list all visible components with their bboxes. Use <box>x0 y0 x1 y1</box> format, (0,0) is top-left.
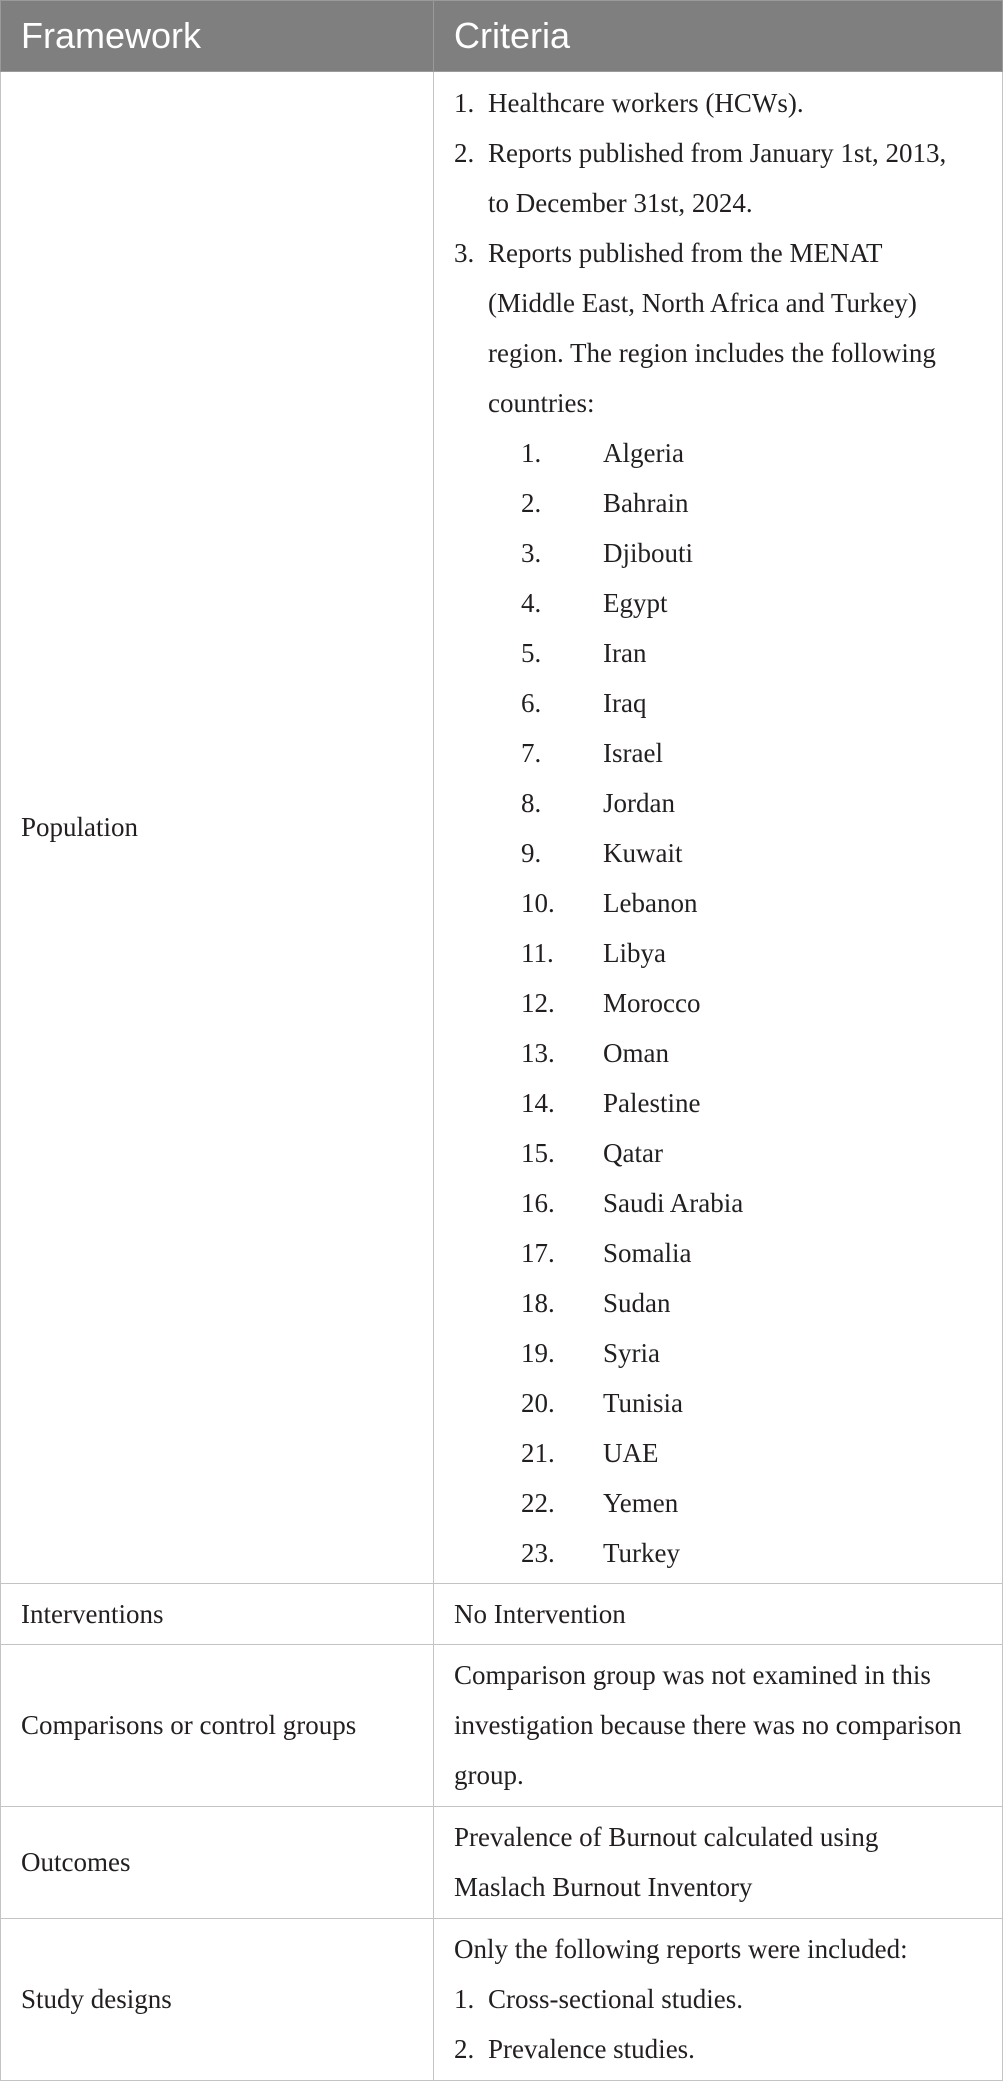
table-row-interventions <box>1 1584 1003 1645</box>
country-list-item <box>454 1478 990 1528</box>
study-designs-label: Study designs <box>1 1919 434 2081</box>
country-number: 9. <box>521 838 542 868</box>
country-name: Egypt <box>603 588 668 618</box>
country-list-item <box>454 1028 990 1078</box>
country-number: 16. <box>521 1188 555 1218</box>
population-item-2: 2. Reports published from January 1st, 2013, to December 31st, 2024. <box>454 138 947 218</box>
country-name: Sudan <box>603 1288 671 1318</box>
country-name: Djibouti <box>603 538 694 568</box>
population-criteria <box>434 72 1003 1584</box>
country-name: Oman <box>603 1038 669 1068</box>
country-list-item <box>454 878 990 928</box>
country-list-item <box>454 1378 990 1428</box>
country-name: Tunisia <box>603 1388 684 1418</box>
country-list-item <box>454 778 990 828</box>
country-name: Saudi Arabia <box>603 1188 744 1218</box>
country-number: 17. <box>521 1238 555 1268</box>
country-number: 13. <box>521 1038 555 1068</box>
population-item-3: 3. Reports published from the MENAT (Middle East, North Africa and Turkey) region. The region includes the following countries: <box>454 238 936 418</box>
country-number: 12. <box>521 988 555 1018</box>
country-list-item <box>454 428 990 478</box>
country-number: 14. <box>521 1088 555 1118</box>
header-row <box>1 1 1003 72</box>
country-name: Israel <box>603 738 663 768</box>
country-name: Somalia <box>603 1238 692 1268</box>
country-list-item <box>454 728 990 778</box>
country-list-item <box>454 528 990 578</box>
country-name: Palestine <box>603 1088 701 1118</box>
country-name: Lebanon <box>603 888 698 918</box>
country-list-item <box>454 1528 990 1578</box>
country-name: Yemen <box>603 1488 679 1518</box>
country-name: Qatar <box>603 1138 663 1168</box>
table-row-outcomes <box>1 1807 1003 1919</box>
country-list-item <box>454 1078 990 1128</box>
outcomes-criteria: Prevalence of Burnout calculated using Maslach Burnout Inventory <box>434 1807 1003 1919</box>
comparisons-criteria: Comparison group was not examined in this investigation because there was no comparison group. <box>434 1645 1003 1807</box>
country-number: 19. <box>521 1338 555 1368</box>
country-number: 7. <box>521 738 542 768</box>
country-number: 21. <box>521 1438 555 1468</box>
country-number: 22. <box>521 1488 555 1518</box>
country-number: 1. <box>521 438 542 468</box>
study-design-item-2: 2. Prevalence studies. <box>454 2034 695 2064</box>
country-list-item <box>454 678 990 728</box>
population-label: Population <box>1 72 434 1584</box>
interventions-criteria: No Intervention <box>434 1584 1003 1645</box>
country-list-item <box>454 928 990 978</box>
country-list-item <box>454 478 990 528</box>
country-number: 10. <box>521 888 555 918</box>
country-number: 3. <box>521 538 542 568</box>
country-name: Syria <box>603 1338 660 1368</box>
criteria-header: Criteria <box>434 1 1003 72</box>
country-number: 23. <box>521 1538 555 1568</box>
country-list-item <box>454 628 990 678</box>
country-list-item <box>454 1128 990 1178</box>
country-list-item <box>454 978 990 1028</box>
country-number: 5. <box>521 638 542 668</box>
country-list-item <box>454 578 990 628</box>
population-item-1: 1. Healthcare workers (HCWs). <box>454 88 804 118</box>
country-name: UAE <box>603 1438 659 1468</box>
country-name: Libya <box>603 938 666 968</box>
country-name: Algeria <box>603 438 684 468</box>
interventions-label: Interventions <box>1 1584 434 1645</box>
country-name: Morocco <box>603 988 701 1018</box>
country-number: 20. <box>521 1388 555 1418</box>
comparisons-label: Comparisons or control groups <box>1 1645 434 1807</box>
country-number: 8. <box>521 788 542 818</box>
country-list-item <box>454 1428 990 1478</box>
country-list-item <box>454 1328 990 1378</box>
country-list <box>454 428 990 1578</box>
table-row-comparisons <box>1 1645 1003 1807</box>
study-design-item-1: 1. Cross-sectional studies. <box>454 1984 743 2014</box>
country-name: Jordan <box>603 788 675 818</box>
study-designs-criteria <box>434 1919 1003 2081</box>
country-name: Turkey <box>603 1538 681 1568</box>
study-designs-intro: Only the following reports were included: <box>454 1934 908 1964</box>
country-list-item <box>454 1278 990 1328</box>
country-name: Kuwait <box>603 838 683 868</box>
country-list-item <box>454 828 990 878</box>
country-name: Iran <box>603 638 647 668</box>
country-name: Iraq <box>603 688 647 718</box>
country-number: 6. <box>521 688 542 718</box>
country-list-item <box>454 1178 990 1228</box>
table-row-population <box>1 72 1003 1584</box>
country-name: Bahrain <box>603 488 689 518</box>
country-number: 15. <box>521 1138 555 1168</box>
table-row-study-designs <box>1 1919 1003 2081</box>
country-number: 4. <box>521 588 542 618</box>
country-number: 2. <box>521 488 542 518</box>
country-number: 18. <box>521 1288 555 1318</box>
country-number: 11. <box>521 938 554 968</box>
framework-header: Framework <box>1 1 434 72</box>
country-list-item <box>454 1228 990 1278</box>
outcomes-label: Outcomes <box>1 1807 434 1919</box>
